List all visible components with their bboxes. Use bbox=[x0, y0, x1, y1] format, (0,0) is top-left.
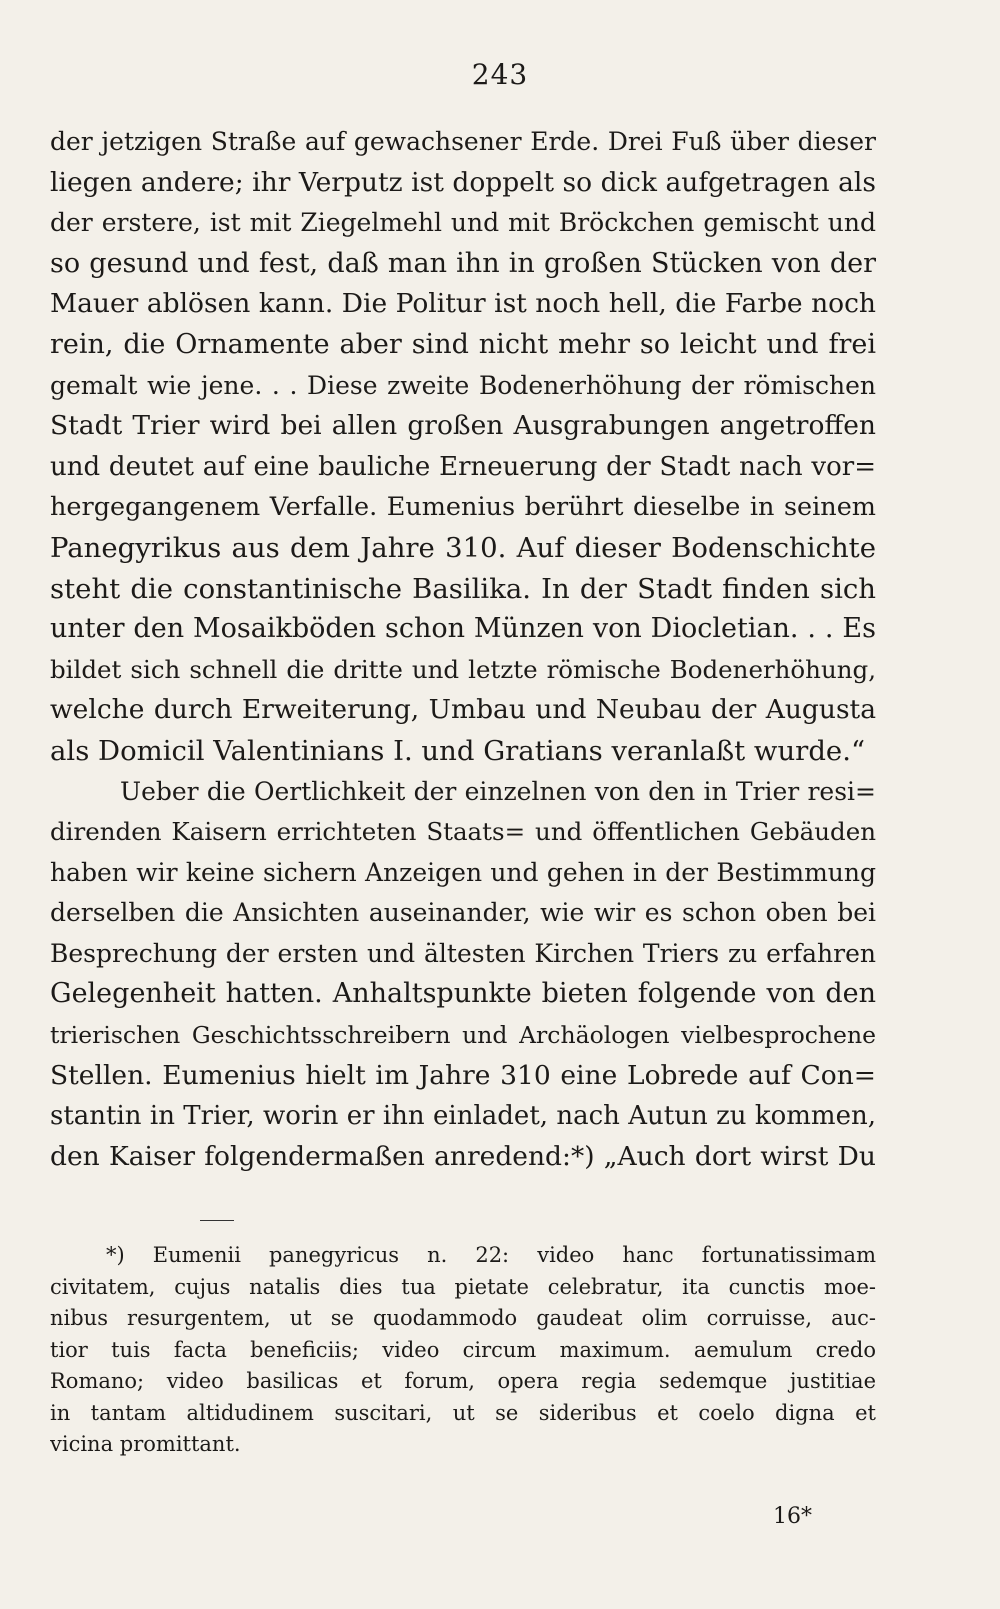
signature-mark: 16* bbox=[773, 1504, 812, 1529]
footnote bbox=[50, 1240, 876, 1461]
text-line: der jetzigen Straße auf gewachsener Erde. Drei Fuß über dieser bbox=[50, 127, 876, 156]
text-line: direnden Kaisern errichteten Staats= und öffentlichen Gebäuden bbox=[50, 817, 876, 847]
text-line: als Domicil Valentinians I. und Gratians veranlaßt wurde.“ bbox=[50, 734, 865, 767]
text-line: Besprechung der ersten und ältesten Kirchen Triers zu erfahren bbox=[50, 938, 876, 968]
footnote-line: nibus resurgentem, ut se quodammodo gaudeat olim corruisse, auc- bbox=[50, 1306, 876, 1330]
text-line: Stellen. Eumenius hielt im Jahre 310 eine Lobrede auf Con= bbox=[50, 1059, 876, 1091]
text-line: Ueber die Oertlichkeit der einzelnen von den in Trier resi= bbox=[120, 776, 876, 806]
text-line: rein, die Ornamente aber sind nicht mehr so leicht und frei bbox=[50, 328, 876, 360]
body-text bbox=[50, 122, 876, 1177]
text-line: und deutet auf eine bauliche Erneuerung der Stadt nach vor= bbox=[50, 451, 876, 482]
footnote-line: civitatem, cujus natalis dies tua pietate celebratur, ita cunctis moe- bbox=[50, 1274, 876, 1299]
text-line: bildet sich schnell die dritte und letzte römische Bodenerhöhung, bbox=[50, 654, 876, 684]
text-line: Gelegenheit hatten. Anhaltspunkte bieten folgende von den bbox=[50, 978, 876, 1010]
footnote-rule bbox=[200, 1220, 234, 1221]
footnote-line: in tantam altidudinem suscitari, ut se sideribus et coelo digna et bbox=[50, 1400, 876, 1425]
text-line: Stadt Trier wird bei allen großen Ausgrabungen angetroffen bbox=[50, 410, 876, 442]
text-line: stantin in Trier, worin er ihn einladet, nach Autun zu kommen, bbox=[50, 1101, 876, 1132]
text-line: liegen andere; ihr Verputz ist doppelt so dick aufgetragen als bbox=[50, 166, 876, 198]
footnote-line: *) Eumenii panegyricus n. 22: video hanc fortunatissimam bbox=[106, 1243, 876, 1267]
text-line: trierischen Geschichtsschreibern und Archäologen vielbesprochene bbox=[50, 1021, 876, 1050]
text-line: Panegyrikus aus dem Jahre 310. Auf dieser Bodenschichte bbox=[50, 531, 876, 564]
page-number: 243 bbox=[471, 58, 529, 91]
text-line: Mauer ablösen kann. Die Politur ist noch hell, die Farbe noch bbox=[50, 288, 876, 320]
footnote-line: tior tuis facta beneficiis; video circum maximum. aemulum credo bbox=[50, 1337, 876, 1362]
text-line: so gesund und fest, daß man ihn in großen Stücken von der bbox=[50, 247, 876, 279]
footnote-line: Romano; video basilicas et forum, opera regia sedemque justitiae bbox=[50, 1369, 876, 1393]
text-line: der erstere, ist mit Ziegelmehl und mit Bröckchen gemischt und bbox=[50, 208, 876, 238]
text-line: haben wir keine sichern Anzeigen und gehen in der Bestimmung bbox=[50, 857, 876, 887]
text-line: steht die constantinische Basilika. In der Stadt finden sich bbox=[50, 572, 876, 605]
text-line: welche durch Erweiterung, Umbau und Neubau der Augusta bbox=[50, 694, 876, 726]
footnote-line: vicina promittant. bbox=[50, 1432, 241, 1456]
text-line: gemalt wie jene. . . Diese zweite Bodenerhöhung der römischen bbox=[50, 370, 876, 400]
text-line: hergegangenem Verfalle. Eumenius berührt dieselbe in seinem bbox=[50, 492, 876, 523]
text-line: derselben die Ansichten auseinander, wie wir es schon oben bei bbox=[50, 898, 876, 928]
text-line: den Kaiser folgendermaßen anredend:*) „Auch dort wirst Du bbox=[50, 1140, 876, 1172]
text-line: unter den Mosaikböden schon Münzen von Diocletian. . . Es bbox=[50, 613, 876, 645]
